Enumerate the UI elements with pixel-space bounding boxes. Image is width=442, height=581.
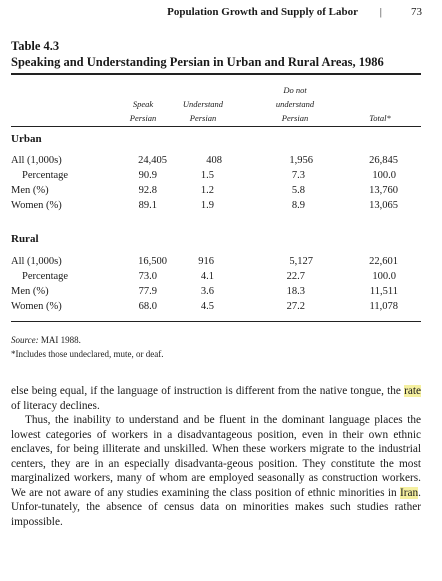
table-row: Men (%) 77.9 3.6 18.3 11,511	[11, 286, 398, 297]
table-row: Men (%) 92.8 1.2 5.8 13,760	[11, 185, 398, 196]
source-text: MAI 1988.	[40, 335, 81, 345]
column-header-not-understand: Do not understand Persian	[275, 85, 315, 123]
running-head	[0, 6, 442, 22]
table-footnote: *Includes those undeclared, mute, or deaf.	[11, 349, 164, 359]
paragraph: Thus, the inability to understand and be fluent in the dominant language places the lowest categories of workers in a disadvantageous position, even in their own ethnic enclaves, for being illiterate and unskilled. When these workers migrate to the industrial centers, they are in an especially disadvanta-geous position. They constitute the most marginalized workers, many of whom are employed seasonally as construction workers. We are not aware of any studies examining the class position of ethnic minorities in Iran. Unfor-tunately, the absence of census data on minorities makes such studies rather impossible.	[11, 414, 421, 528]
running-head-separator: |	[379, 6, 382, 18]
table-row: Percentage 90.9 1.5 7.3 100.0	[22, 170, 396, 181]
table-row: Percentage 73.0 4.1 22.7 100.0	[22, 271, 396, 282]
column-header-total: Total*	[369, 113, 391, 123]
table-title: Speaking and Understanding Persian in Urban and Rural Areas, 1986	[11, 55, 384, 69]
table-row: Women (%) 68.0 4.5 27.2 11,078	[11, 301, 398, 312]
table-label: Table 4.3	[11, 39, 60, 53]
highlighted-word: rate	[404, 385, 421, 397]
body-text	[11, 384, 421, 529]
table-source	[11, 335, 81, 345]
column-header-speak: Speak Persian	[129, 99, 157, 123]
section-heading-urban: Urban	[11, 133, 42, 145]
column-header-understand: Understand Persian	[182, 99, 224, 123]
table-row: All (1,000s) 16,500 916 5,127 22,601	[11, 256, 398, 267]
header-rule	[11, 126, 421, 127]
section-heading-rural: Rural	[11, 233, 39, 245]
paragraph: else being equal, if the language of instruction is different from the native tongue, the rate of literacy declines.	[11, 385, 421, 412]
highlighted-word: Iran	[399, 486, 419, 499]
table-row: Women (%) 89.1 1.9 8.9 13,065	[11, 200, 398, 211]
table-bottom-rule	[11, 321, 421, 322]
running-head-title: Population Growth and Supply of Labor	[167, 6, 358, 18]
page-number: 73	[411, 6, 422, 18]
table-row: All (1,000s) 24,405 408 1,956 26,845	[11, 155, 398, 166]
table-top-rule	[11, 73, 421, 75]
source-label: Source:	[11, 335, 39, 345]
